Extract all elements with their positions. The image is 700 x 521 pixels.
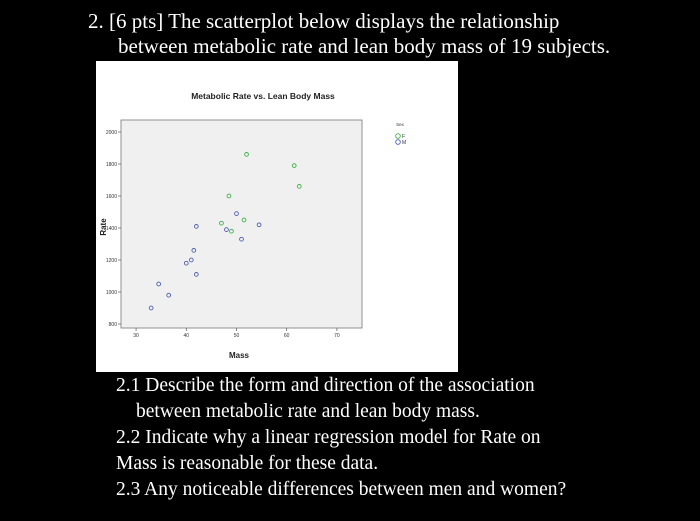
- legend: [396, 122, 406, 146]
- x-tick-label: 50: [233, 333, 240, 339]
- question-header-line-1: 2. [6 pts] The scatterplot below displays the relationship: [88, 9, 560, 33]
- x-tick-label: 30: [133, 333, 139, 339]
- legend-label-f: F: [402, 133, 406, 140]
- y-axis-ticks: [106, 130, 121, 328]
- y-tick-label: 1400: [105, 225, 117, 232]
- question-2-1-line-2: between metabolic rate and lean body mass.: [136, 401, 480, 422]
- question-2-2-line-2: Mass is reasonable for these data.: [116, 453, 379, 474]
- x-axis-ticks: [133, 328, 340, 339]
- x-tick-label: 60: [283, 333, 290, 339]
- y-tick-label: 800: [108, 321, 117, 328]
- y-axis-label: Rate: [99, 218, 108, 236]
- question-2-2-line-1: 2.2 Indicate why a linear regression model for Rate on: [116, 427, 541, 448]
- x-tick-label: 40: [183, 333, 190, 339]
- y-tick-label: 1200: [105, 257, 117, 264]
- question-2-3: 2.3 Any noticeable differences between men and women?: [116, 479, 567, 500]
- chart-panel: [96, 61, 458, 372]
- question-header-line-2: between metabolic rate and lean body mass of 19 subjects.: [118, 34, 611, 58]
- y-tick-label: 1600: [105, 193, 117, 200]
- legend-marker-f: [396, 134, 401, 139]
- plot-area: [121, 120, 362, 328]
- scatterplot: [96, 61, 458, 372]
- x-axis-label: Mass: [228, 351, 250, 360]
- y-tick-label: 1800: [105, 161, 117, 168]
- legend-label-m: M: [402, 139, 407, 146]
- x-tick-label: 70: [334, 333, 340, 339]
- legend-title: Sex: [396, 122, 404, 127]
- y-tick-label: 2000: [105, 129, 117, 136]
- legend-marker-m: [396, 140, 401, 145]
- y-tick-label: 1000: [105, 289, 117, 296]
- chart-title: Metabolic Rate vs. Lean Body Mass: [191, 91, 335, 101]
- question-2-1-line-1: 2.1 Describe the form and direction of the association: [116, 375, 535, 396]
